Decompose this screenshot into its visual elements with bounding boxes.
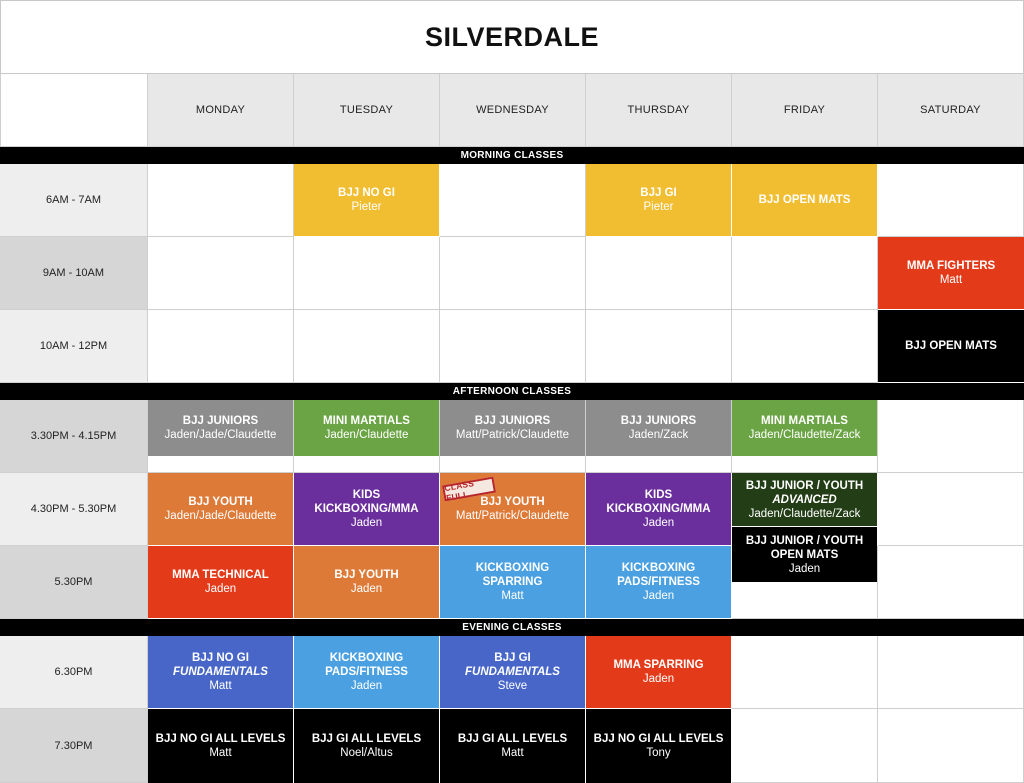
page-title-bar bbox=[0, 0, 1024, 74]
corner-cell bbox=[0, 74, 148, 147]
class-block[interactable] bbox=[440, 636, 585, 708]
class-name-line2: KICKBOXING/MMA bbox=[606, 503, 711, 515]
class-name: BJJ GI bbox=[640, 187, 677, 199]
class-name: BJJ JUNIORS bbox=[620, 415, 697, 427]
class-block[interactable] bbox=[294, 400, 439, 456]
day-header-friday: FRIDAY bbox=[732, 74, 878, 147]
class-name: BJJ JUNIORS bbox=[474, 415, 551, 427]
class-block[interactable] bbox=[732, 527, 877, 582]
class-name: BJJ OPEN MATS bbox=[758, 194, 851, 206]
class-instructor: Pieter bbox=[351, 201, 382, 213]
class-instructor: Matt/Patrick/Claudette bbox=[455, 510, 570, 522]
class-block[interactable] bbox=[732, 400, 877, 456]
time-cell: 6.30PM bbox=[0, 636, 148, 709]
class-block[interactable] bbox=[732, 164, 877, 236]
class-name: BJJ YOUTH bbox=[334, 569, 399, 581]
class-instructor: Matt bbox=[939, 274, 963, 286]
class-instructor: Jaden bbox=[350, 517, 383, 529]
class-block[interactable] bbox=[148, 400, 293, 456]
class-name: MMA SPARRING bbox=[613, 659, 704, 671]
class-instructor: Jaden/Claudette/Zack bbox=[748, 507, 861, 520]
empty-slot bbox=[148, 310, 294, 383]
class-instructor: Matt bbox=[501, 590, 524, 602]
class-name: BJJ NO GI ALL LEVELS bbox=[155, 733, 286, 745]
empty-slot bbox=[732, 310, 878, 383]
empty-slot bbox=[294, 310, 440, 383]
class-name: MINI MARTIALS bbox=[323, 415, 410, 427]
section-afternoon: AFTERNOON CLASSES bbox=[0, 383, 1024, 400]
empty-slot bbox=[148, 164, 294, 237]
empty-slot bbox=[732, 709, 878, 783]
class-name: KICKBOXING bbox=[329, 652, 404, 664]
class-instructor: Jaden/Claudette bbox=[324, 429, 409, 441]
class-instructor: Jaden bbox=[350, 583, 383, 595]
class-block[interactable] bbox=[294, 709, 439, 783]
class-name-line2: PADS/FITNESS bbox=[617, 576, 700, 588]
class-level: FUNDAMENTALS bbox=[465, 666, 560, 678]
section-morning: MORNING CLASSES bbox=[0, 147, 1024, 164]
class-block[interactable] bbox=[148, 546, 293, 618]
class-block[interactable] bbox=[440, 709, 585, 783]
class-full-badge: CLASS FULL bbox=[442, 477, 496, 502]
time-cell: 9AM - 10AM bbox=[0, 237, 148, 310]
class-instructor: Jaden/Claudette/Zack bbox=[748, 429, 861, 441]
class-block[interactable] bbox=[586, 546, 731, 618]
class-block[interactable] bbox=[440, 400, 585, 456]
class-name: KICKBOXING bbox=[621, 562, 696, 574]
day-header-tuesday: TUESDAY bbox=[294, 74, 440, 147]
class-block[interactable] bbox=[148, 636, 293, 708]
day-header-thursday: THURSDAY bbox=[586, 74, 732, 147]
class-name: BJJ GI ALL LEVELS bbox=[457, 733, 568, 745]
class-instructor: Noel/Altus bbox=[340, 747, 393, 759]
class-block[interactable] bbox=[294, 164, 439, 236]
class-instructor: Pieter bbox=[643, 201, 674, 213]
class-level: FUNDAMENTALS bbox=[173, 666, 268, 678]
class-instructor: Jaden bbox=[788, 562, 821, 575]
class-name: BJJ JUNIORS bbox=[182, 415, 259, 427]
class-name: BJJ YOUTH bbox=[188, 496, 253, 508]
empty-slot bbox=[294, 237, 440, 310]
class-name: BJJ NO GI bbox=[192, 652, 249, 664]
class-instructor: Matt/Patrick/Claudette bbox=[455, 429, 570, 441]
class-name-line2: OPEN MATS bbox=[770, 548, 839, 561]
empty-slot bbox=[586, 237, 732, 310]
class-name: MMA TECHNICAL bbox=[172, 569, 269, 581]
class-level: ADVANCED bbox=[772, 493, 837, 506]
class-name-line2: SPARRING bbox=[482, 576, 543, 588]
class-block[interactable] bbox=[732, 473, 877, 526]
class-block[interactable] bbox=[294, 473, 439, 545]
class-name: BJJ GI bbox=[494, 652, 531, 664]
class-instructor: Jaden/Jade/Claudette bbox=[164, 510, 277, 522]
empty-slot bbox=[878, 164, 1024, 237]
class-name: KICKBOXING bbox=[475, 562, 550, 574]
class-block[interactable] bbox=[294, 636, 439, 708]
day-header-wednesday: WEDNESDAY bbox=[440, 74, 586, 147]
time-cell: 6AM - 7AM bbox=[0, 164, 148, 237]
empty-slot bbox=[732, 237, 878, 310]
day-header-saturday: SATURDAY bbox=[878, 74, 1024, 147]
class-name: BJJ JUNIOR / YOUTH bbox=[745, 534, 864, 547]
class-block[interactable] bbox=[586, 709, 731, 783]
class-name: KIDS bbox=[352, 489, 381, 501]
class-instructor: Steve bbox=[497, 680, 528, 692]
class-block[interactable] bbox=[148, 709, 293, 783]
class-name: MMA FIGHTERS bbox=[906, 260, 996, 272]
class-block[interactable] bbox=[586, 400, 731, 456]
section-evening: EVENING CLASSES bbox=[0, 619, 1024, 636]
time-cell: 10AM - 12PM bbox=[0, 310, 148, 383]
empty-slot bbox=[732, 636, 878, 709]
class-block[interactable] bbox=[586, 636, 731, 708]
class-block[interactable] bbox=[148, 473, 293, 545]
day-header-monday: MONDAY bbox=[148, 74, 294, 147]
empty-slot bbox=[878, 546, 1024, 619]
class-instructor: Matt bbox=[209, 747, 232, 759]
class-block[interactable] bbox=[878, 237, 1024, 309]
page-title: SILVERDALE bbox=[424, 21, 599, 52]
class-name-line2: PADS/FITNESS bbox=[325, 666, 408, 678]
time-cell: 5.30PM bbox=[0, 546, 148, 619]
class-instructor: Jaden bbox=[642, 673, 675, 685]
class-block[interactable] bbox=[294, 546, 439, 618]
empty-slot bbox=[878, 473, 1024, 546]
time-cell: 4.30PM - 5.30PM bbox=[0, 473, 148, 546]
class-instructor: Matt bbox=[209, 680, 232, 692]
time-cell: 3.30PM - 4.15PM bbox=[0, 400, 148, 473]
class-name: BJJ NO GI ALL LEVELS bbox=[593, 733, 724, 745]
empty-slot bbox=[586, 310, 732, 383]
class-name: BJJ OPEN MATS bbox=[905, 340, 997, 352]
class-instructor: Jaden bbox=[350, 680, 383, 692]
class-block[interactable] bbox=[586, 473, 731, 545]
class-name: BJJ YOUTH bbox=[480, 496, 545, 508]
class-instructor: Jaden/Zack bbox=[628, 429, 689, 441]
class-name: BJJ JUNIOR / YOUTH bbox=[745, 479, 864, 492]
class-name-line2: KICKBOXING/MMA bbox=[314, 503, 419, 515]
class-name: KIDS bbox=[644, 489, 673, 501]
empty-slot bbox=[148, 237, 294, 310]
class-block[interactable] bbox=[440, 546, 585, 618]
class-name: MINI MARTIALS bbox=[761, 415, 848, 427]
empty-slot bbox=[440, 310, 586, 383]
class-instructor: Matt bbox=[501, 747, 524, 759]
empty-slot bbox=[878, 709, 1024, 783]
empty-slot bbox=[440, 164, 586, 237]
class-block[interactable] bbox=[878, 310, 1024, 382]
class-instructor: Jaden bbox=[204, 583, 237, 595]
class-name: BJJ GI ALL LEVELS bbox=[311, 733, 422, 745]
time-cell: 7.30PM bbox=[0, 709, 148, 783]
class-instructor: Jaden bbox=[642, 590, 675, 602]
class-instructor: Jaden/Jade/Claudette bbox=[164, 429, 277, 441]
empty-slot bbox=[878, 400, 1024, 473]
class-name: BJJ NO GI bbox=[338, 187, 395, 199]
class-block[interactable] bbox=[586, 164, 731, 236]
class-instructor: Jaden bbox=[642, 517, 675, 529]
empty-slot bbox=[440, 237, 586, 310]
empty-slot bbox=[878, 636, 1024, 709]
class-instructor: Tony bbox=[646, 747, 671, 759]
